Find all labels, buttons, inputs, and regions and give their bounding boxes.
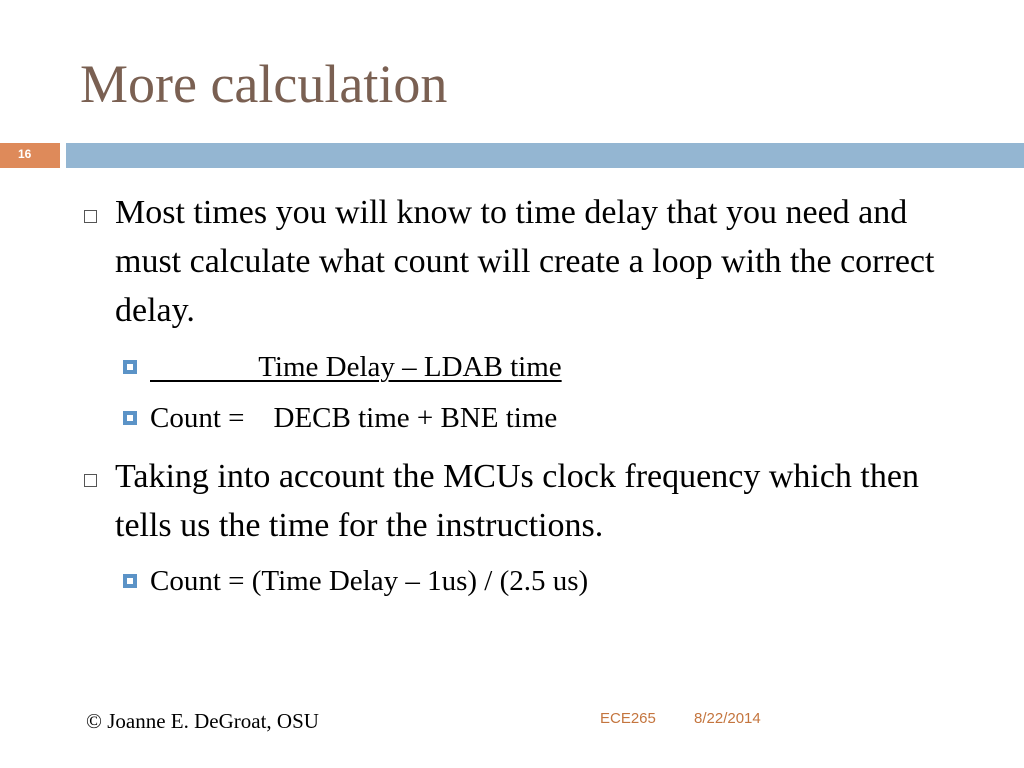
blue-square-bullet-icon [123, 411, 137, 425]
header-rule-bar [66, 143, 1024, 168]
sub-bullet-time-delay-text: Time Delay – LDAB time [150, 351, 562, 383]
footer-course: ECE265 [600, 710, 656, 727]
blue-square-bullet-icon [123, 574, 137, 588]
slide-title: More calculation [80, 54, 448, 114]
hollow-square-bullet-icon [84, 474, 97, 487]
blue-square-bullet-icon [123, 360, 137, 374]
sub-bullet-count-result: Count = (Time Delay – 1us) / (2.5 us) [150, 565, 589, 597]
footer-date: 8/22/2014 [694, 710, 761, 727]
bullet-item-1: Most times you will know to time delay that you need and must calculate what count will create a loop with the correct delay. [115, 194, 935, 329]
bullet-item-2: Taking into account the MCUs clock frequency which then tells us the time for the instructions. [115, 458, 919, 544]
slide-number: 16 [18, 147, 32, 161]
sub-bullet-count-formula: Count = DECB time + BNE time [150, 402, 558, 434]
sub-bullet-time-delay [150, 349, 910, 385]
footer-copyright: © Joanne E. DeGroat, OSU [86, 709, 319, 733]
hollow-square-bullet-icon [84, 210, 97, 223]
